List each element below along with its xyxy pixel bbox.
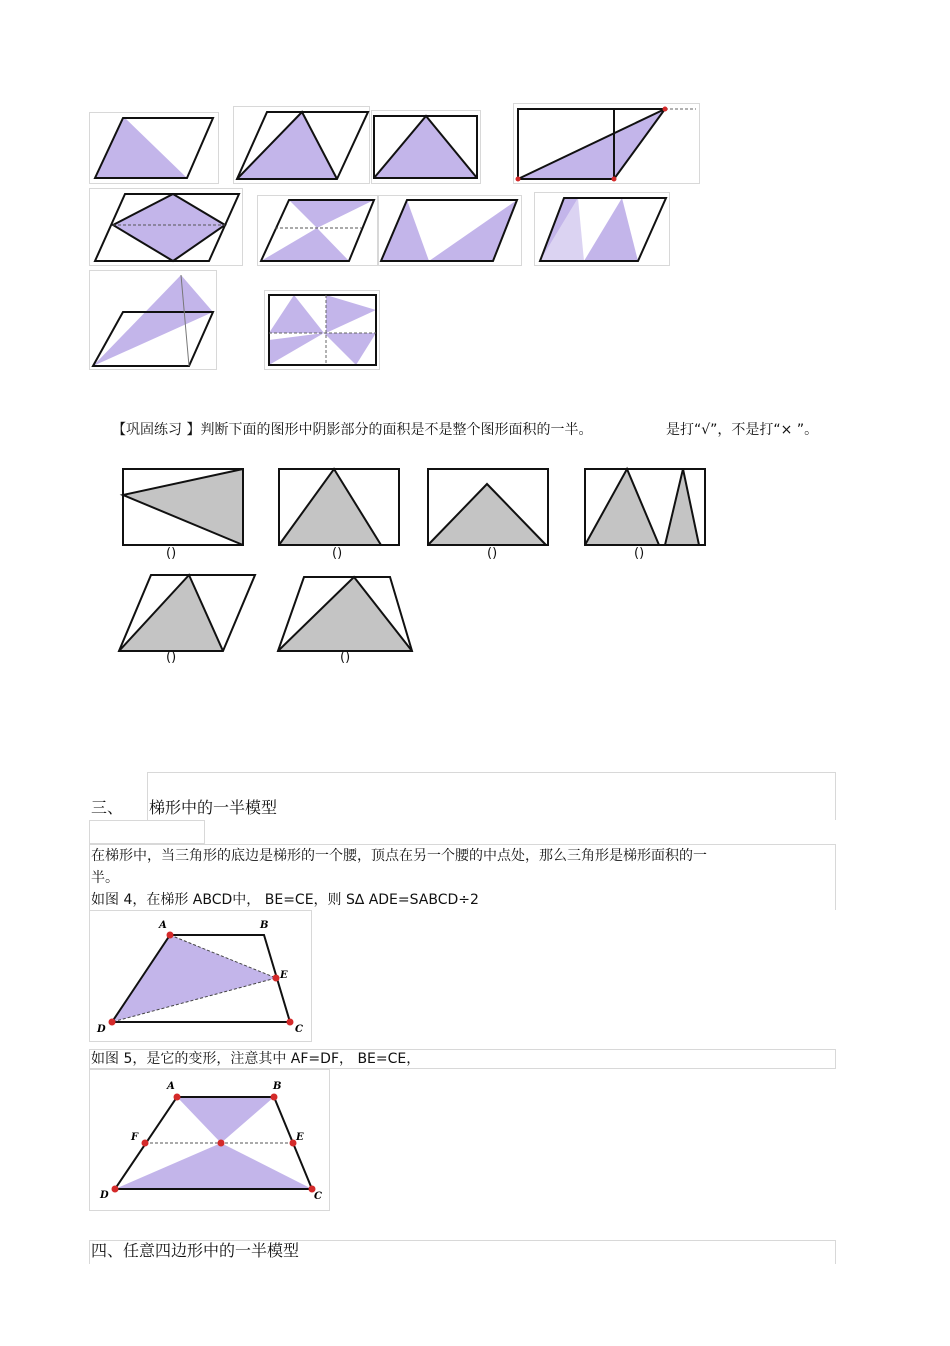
figure-rectangle-parallelogram [513, 103, 700, 184]
figure-parallelogram-triangle [89, 112, 219, 184]
practice-figure-5 [117, 572, 259, 656]
practice-figure-3 [426, 467, 551, 549]
label-F: F [131, 1132, 139, 1143]
figure-parallelogram-triangle-apex [233, 106, 370, 184]
label-C: C [295, 1024, 303, 1035]
answer-blank-2[interactable]: () [332, 546, 343, 561]
section-4-title: 四、任意四边形中的一半模型 [91, 1241, 300, 1260]
answer-blank-3[interactable]: () [487, 546, 498, 561]
section-3-description: 在梯形中，当三角形的底边是梯形的一个腰，顶点在另一个腰的中点处，那么三角形是梯形面积的一 [91, 848, 707, 864]
practice-figure-6 [276, 574, 416, 656]
label-D: D [97, 1024, 106, 1035]
label-B: B [273, 1081, 282, 1092]
figure-5-caption: 如图 5，是它的变形，注意其中 AF=DF， BE=CE， [91, 1051, 421, 1067]
practice-figure-2 [277, 467, 402, 549]
practice-instruction-suffix: 是打“√”，不是打“× ”。 [666, 422, 819, 438]
answer-blank-5[interactable]: () [166, 650, 177, 665]
section-3-title: 梯形中的一半模型 [149, 798, 278, 817]
figure-parallelogram-shifted-triangle [89, 270, 217, 370]
practice-figure-4 [583, 467, 708, 549]
section-3-description-cont: 半。 [91, 870, 119, 886]
figure-4-caption: 如图 4，在梯形 ABCD中， BE=CE，则 S∆ ADE=SABCD÷2 [91, 892, 479, 908]
figure-parallelogram-two-triangles [377, 195, 522, 266]
section-3-number: 三、 [91, 798, 124, 817]
label-E: E [280, 970, 288, 981]
figure-4-trapezoid [89, 910, 312, 1042]
figure-5-trapezoid [89, 1069, 330, 1211]
label-D: D [100, 1190, 109, 1201]
answer-blank-6[interactable]: () [340, 650, 351, 665]
label-A: A [167, 1081, 175, 1092]
practice-instruction: 【巩固练习 】判断下面的图形中阴影部分的面积是不是整个图形面积的一半。 [112, 422, 593, 438]
figure-parallelogram-rhombus [89, 188, 243, 266]
figure-parallelogram-three-triangles [534, 192, 670, 266]
section-border [89, 820, 205, 844]
figure-rectangle-triangle [371, 110, 481, 184]
answer-blank-1[interactable]: () [166, 546, 177, 561]
label-B: B [260, 920, 269, 931]
practice-figure-1 [121, 467, 246, 549]
label-A: A [159, 920, 167, 931]
figure-rectangle-pinwheel [264, 290, 380, 370]
figure-parallelogram-bowtie [257, 195, 379, 266]
label-E: E [296, 1132, 304, 1143]
label-C: C [314, 1191, 322, 1202]
answer-blank-4[interactable]: () [634, 546, 645, 561]
